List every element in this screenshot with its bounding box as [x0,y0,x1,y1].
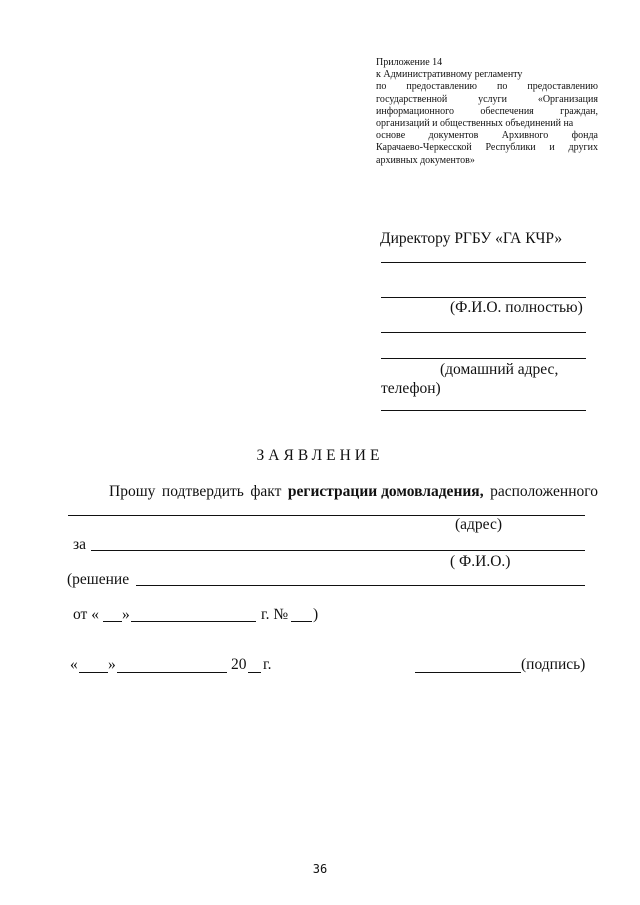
annex-word: по [497,81,508,93]
annex-row-7 [376,130,598,142]
decision-close: ) [313,606,319,623]
document-title: ЗАЯВЛЕНИЕ [256,447,384,464]
fio-full-hint: (Ф.И.О. полностью) [450,299,583,316]
date-day-line[interactable] [79,672,108,673]
year-suffix: г. [263,656,272,673]
annex-row-6: организаций и общественных объединений на [376,118,574,130]
address-line[interactable] [68,515,585,516]
date-open-quote: « [70,656,78,673]
addressee-line-2[interactable] [381,297,586,298]
annex-row-4 [376,94,598,106]
annex-word: и [549,142,555,154]
from-mid: » [122,606,130,623]
page-number: 36 [312,862,328,876]
addressee-line-3[interactable] [381,332,586,333]
annex-word: фонда [571,130,598,142]
fio-line[interactable] [91,550,585,551]
addressee-line-5[interactable] [381,410,586,411]
annex-row-8 [376,142,598,154]
date-year-line[interactable] [248,672,261,673]
annex-word: обеспечения [480,105,534,117]
request-bold-phrase: регистрации домовладения, [287,483,484,500]
annex-row-3 [376,81,598,93]
annex-word: Архивного [501,130,549,142]
annex-word: предоставлению [406,81,477,93]
annex-word: по [376,81,387,93]
address-hint-2: телефон) [381,380,441,397]
request-word: Прошу [109,483,156,500]
annex-word: Республики [485,142,536,154]
annex-word: Карачаево-Черкесской [376,142,472,154]
annex-word: услуги [478,93,507,105]
annex-word: основе [376,130,406,142]
annex-row-5 [376,106,598,118]
fio-hint: ( Ф.И.О.) [450,553,511,570]
addressee-line-1[interactable] [381,262,586,263]
annex-word: документов [428,130,479,142]
annex-row-9: архивных документов» [376,154,475,166]
from-open: от « [73,606,99,623]
decision-label: (решение [67,571,130,588]
year-mark: г. № [261,606,289,623]
annex-title: Приложение 14 [376,57,443,68]
addressee-to: Директору РГБУ «ГА КЧР» [380,230,563,247]
address-hint-1: (домашний адрес, [440,361,559,378]
annex-word: государственной [376,93,448,105]
from-day-line[interactable] [103,621,122,622]
signature-label: (подпись) [521,656,586,673]
annex-word: «Организация [537,93,598,105]
za-label: за [73,536,87,553]
annex-word: предоставлению [527,81,598,93]
from-month-line[interactable] [131,621,256,622]
request-word: подтвердить [161,483,244,500]
addressee-line-4[interactable] [381,358,586,359]
request-word: расположенного [490,483,598,500]
date-close-quote: » [108,656,116,673]
annex-word: других [568,142,598,154]
date-month-line[interactable] [117,672,227,673]
signature-line[interactable] [415,672,521,673]
annex-word: информационного [376,105,454,117]
request-word: факт [250,483,282,500]
decision-line[interactable] [136,585,585,586]
request-sentence [109,483,598,501]
number-line[interactable] [291,621,312,622]
annex-header [376,57,598,167]
annex-word: граждан, [560,105,598,117]
year-prefix: 20 [231,656,247,673]
annex-regulation: к Административному регламенту [376,69,523,81]
address-hint: (адрес) [455,516,502,533]
